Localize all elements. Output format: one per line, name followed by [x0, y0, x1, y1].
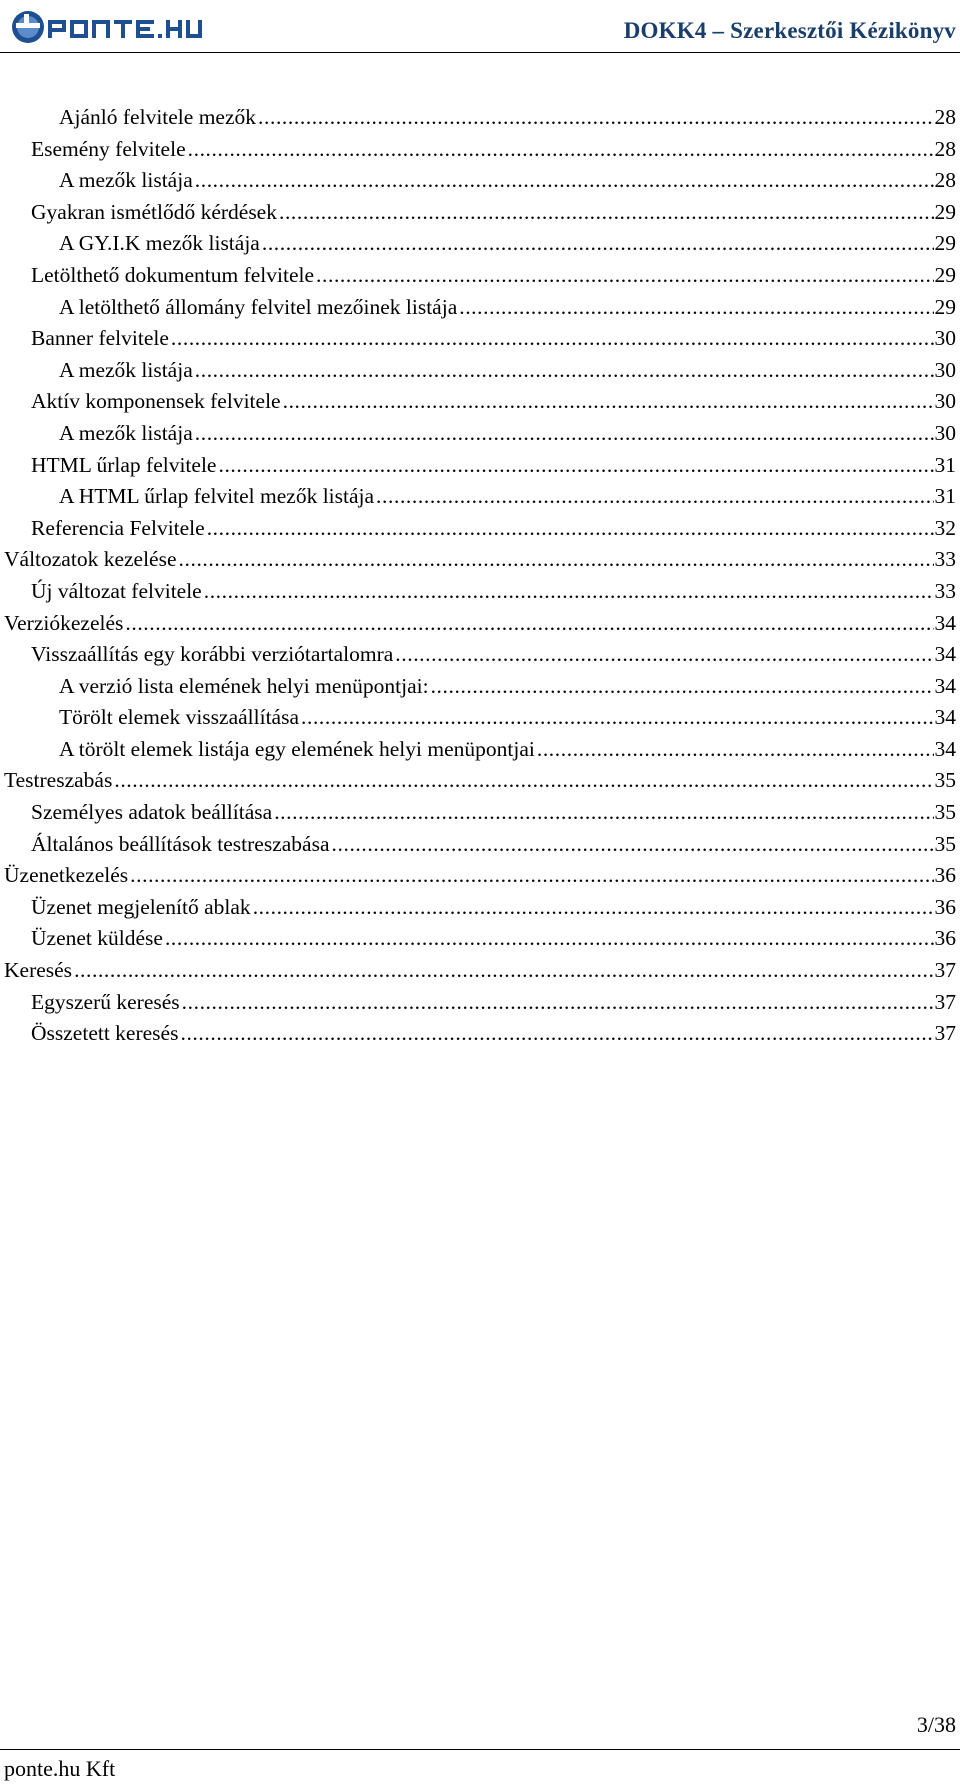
toc-entry[interactable] [0, 639, 956, 671]
toc-entry-page-number: 31 [934, 484, 956, 509]
toc-dot-leader [179, 544, 934, 576]
toc-entry[interactable] [0, 1018, 956, 1050]
toc-entry-label: Egyszerű keresés [31, 989, 180, 1014]
toc-entry-page-number: 29 [934, 199, 956, 224]
toc-dot-leader [258, 102, 933, 134]
toc-entry-page-number: 34 [934, 642, 956, 667]
toc-dot-leader [332, 829, 934, 861]
toc-entry-label: A mezők listája [59, 357, 193, 382]
toc-entry[interactable] [0, 292, 956, 324]
toc-entry-page-number: 34 [934, 705, 956, 730]
table-of-contents [0, 102, 956, 1050]
toc-entry[interactable] [0, 923, 956, 955]
toc-dot-leader [180, 1018, 933, 1050]
ponte-logo [8, 6, 208, 46]
toc-entry[interactable] [0, 418, 956, 450]
footer-company-name: ponte.hu Kft [4, 1756, 116, 1781]
toc-entry-label: A GY.I.K mezők listája [59, 231, 260, 256]
toc-entry-page-number: 33 [934, 578, 956, 603]
toc-entry-label: Banner felvitele [31, 326, 169, 351]
toc-entry[interactable] [0, 671, 956, 703]
toc-entry-page-number: 29 [934, 231, 956, 256]
toc-entry-page-number: 36 [934, 863, 956, 888]
toc-dot-leader [301, 702, 934, 734]
toc-entry-page-number: 34 [934, 736, 956, 761]
toc-dot-leader [204, 576, 934, 608]
toc-entry-page-number: 35 [934, 800, 956, 825]
toc-entry-page-number: 36 [934, 894, 956, 919]
toc-entry-page-number: 29 [934, 262, 956, 287]
toc-entry-label: Változatok kezelése [4, 547, 177, 572]
toc-dot-leader [274, 797, 933, 829]
toc-dot-leader [459, 292, 933, 324]
toc-entry-label: Aktív komponensek felvitele [31, 389, 281, 414]
toc-dot-leader [395, 639, 933, 671]
toc-dot-leader [279, 197, 934, 229]
footer-divider [0, 1749, 960, 1750]
toc-entry[interactable] [0, 544, 956, 576]
toc-dot-leader [165, 923, 934, 955]
toc-entry[interactable] [0, 386, 956, 418]
toc-dot-leader [125, 608, 933, 640]
toc-entry[interactable] [0, 797, 956, 829]
toc-entry[interactable] [0, 892, 956, 924]
toc-entry-label: A HTML űrlap felvitel mezők listája [59, 484, 375, 509]
toc-entry-label: A törölt elemek listája egy elemének helyi menüpontjai [59, 736, 535, 761]
toc-entry-page-number: 30 [934, 420, 956, 445]
toc-entry-label: Üzenetkezelés [4, 863, 129, 888]
toc-entry-page-number: 28 [934, 168, 956, 193]
toc-entry[interactable] [0, 734, 956, 766]
toc-entry[interactable] [0, 576, 956, 608]
toc-entry[interactable] [0, 702, 956, 734]
toc-entry-page-number: 34 [934, 610, 956, 635]
toc-entry-label: Üzenet küldése [31, 926, 163, 951]
toc-entry-page-number: 35 [934, 768, 956, 793]
toc-entry-page-number: 37 [934, 989, 956, 1014]
toc-entry-page-number: 28 [934, 136, 956, 161]
toc-entry-label: Keresés [4, 958, 73, 983]
toc-entry[interactable] [0, 765, 956, 797]
toc-entry-page-number: 28 [934, 105, 956, 129]
toc-entry-label: Ajánló felvitele mezők [59, 105, 257, 129]
toc-dot-leader [537, 734, 934, 766]
toc-dot-leader [171, 323, 934, 355]
toc-dot-leader [195, 418, 934, 450]
toc-entry-page-number: 30 [934, 326, 956, 351]
toc-entry-label: Általános beállítások testreszabása [31, 831, 330, 856]
toc-entry[interactable] [0, 355, 956, 387]
toc-dot-leader [114, 765, 933, 797]
toc-dot-leader [431, 671, 934, 703]
toc-entry-page-number: 32 [934, 515, 956, 540]
toc-entry-label: Referencia Felvitele [31, 515, 205, 540]
toc-entry-page-number: 30 [934, 389, 956, 414]
toc-entry-label: Összetett keresés [31, 1021, 179, 1046]
toc-entry-label: Testreszabás [4, 768, 113, 793]
toc-entry[interactable] [0, 323, 956, 355]
toc-dot-leader [207, 513, 934, 545]
toc-entry[interactable] [0, 513, 956, 545]
toc-entry[interactable] [0, 134, 956, 166]
toc-entry-page-number: 34 [934, 673, 956, 698]
toc-entry-label: Üzenet megjelenítő ablak [31, 894, 251, 919]
toc-entry[interactable] [0, 228, 956, 260]
toc-entry-page-number: 37 [934, 958, 956, 983]
toc-entry[interactable] [0, 450, 956, 482]
toc-entry-page-number: 30 [934, 357, 956, 382]
toc-dot-leader [316, 260, 933, 292]
toc-entry[interactable] [0, 102, 956, 134]
toc-entry[interactable] [0, 197, 956, 229]
toc-entry-label: Letölthető dokumentum felvitele [31, 262, 315, 287]
toc-dot-leader [130, 860, 933, 892]
toc-entry-page-number: 31 [934, 452, 956, 477]
toc-entry[interactable] [0, 165, 956, 197]
page-indicator: 3/38 [916, 1712, 956, 1737]
toc-entry-label: HTML űrlap felvitele [31, 452, 217, 477]
toc-entry-page-number: 35 [934, 831, 956, 856]
toc-dot-leader [376, 481, 933, 513]
toc-dot-leader [74, 955, 933, 987]
toc-dot-leader [195, 355, 934, 387]
toc-entry[interactable] [0, 955, 956, 987]
toc-dot-leader [253, 892, 934, 924]
toc-entry[interactable] [0, 260, 956, 292]
toc-entry[interactable] [0, 860, 956, 892]
toc-entry-label: Verziókezelés [4, 610, 124, 635]
toc-entry[interactable] [0, 987, 956, 1019]
toc-entry[interactable] [0, 608, 956, 640]
toc-entry-label: A mezők listája [59, 168, 193, 193]
toc-entry-label: A letölthető állomány felvitel mezőinek listája [59, 294, 458, 319]
toc-entry-page-number: 37 [934, 1021, 956, 1046]
toc-dot-leader [195, 165, 934, 197]
toc-entry-page-number: 36 [934, 926, 956, 951]
toc-dot-leader [283, 386, 934, 418]
toc-dot-leader [182, 987, 934, 1019]
toc-entry-label: A verzió lista elemének helyi menüpontjai: [59, 673, 429, 698]
toc-dot-leader [188, 134, 934, 166]
toc-dot-leader [218, 450, 933, 482]
toc-entry[interactable] [0, 829, 956, 861]
document-title: DOKK4 – Szerkesztői Kézikönyv [623, 18, 956, 43]
toc-entry-label: Új változat felvitele [31, 578, 202, 603]
toc-entry-label: Gyakran ismétlődő kérdések [31, 199, 277, 224]
toc-dot-leader [262, 228, 934, 260]
toc-entry-label: Esemény felvitele [31, 136, 186, 161]
toc-entry-label: Személyes adatok beállítása [31, 800, 273, 825]
toc-entry[interactable] [0, 481, 956, 513]
toc-entry-label: Visszaállítás egy korábbi verziótartalomra [31, 642, 394, 667]
toc-entry-label: A mezők listája [59, 420, 193, 445]
page-header [0, 0, 960, 53]
toc-entry-page-number: 29 [934, 294, 956, 319]
toc-entry-page-number: 33 [934, 547, 956, 572]
toc-entry-label: Törölt elemek visszaállítása [59, 705, 299, 730]
